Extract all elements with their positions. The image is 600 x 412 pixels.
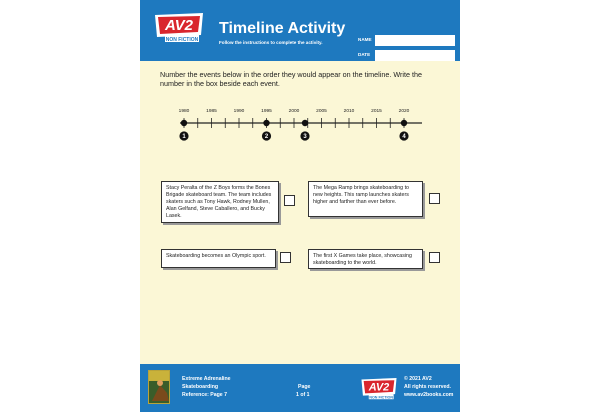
event-text-3: Skateboarding becomes an Olympic sport. (166, 253, 266, 259)
answer-box-3[interactable] (280, 252, 291, 263)
header-banner (140, 0, 460, 61)
answer-box-1[interactable] (284, 195, 295, 206)
book-cover-thumbnail (148, 370, 170, 404)
page-count: 1 of 1 (296, 392, 310, 398)
timeline-year-label: 2015 (371, 109, 382, 114)
worksheet-page (140, 0, 460, 412)
event-text-4: The first X Games take place, showcasing skateboarding to the world. (313, 253, 412, 266)
timeline-number-label: 2 (264, 134, 269, 141)
av2-logo (153, 11, 205, 45)
footer-logo-text: AV2 (368, 381, 390, 394)
timeline-number-label: 3 (303, 134, 307, 141)
name-label: NAME (358, 37, 372, 42)
book-reference: Reference: Page 7 (182, 392, 227, 398)
rights-text: All rights reserved. (404, 384, 451, 390)
book-title: Skateboarding (182, 384, 219, 390)
timeline-year-label: 1980 (178, 109, 190, 114)
timeline-dot (401, 120, 407, 126)
footer-logo-tagline: NON FICTION (369, 395, 394, 400)
event-card-1 (161, 181, 279, 223)
event-card-2 (308, 181, 423, 217)
timeline-year-label: 1990 (233, 109, 245, 114)
logo-tagline: NON FICTION (165, 37, 199, 43)
timeline-number-label: 4 (402, 134, 406, 141)
timeline-year-label: 2010 (343, 109, 355, 114)
website-link[interactable]: www.av2books.com (404, 392, 454, 398)
timeline-number-label: 1 (182, 134, 186, 141)
timeline-dot (181, 120, 187, 126)
date-field[interactable] (375, 50, 455, 61)
book-series: Extreme Adrenaline (182, 376, 231, 382)
answer-box-4[interactable] (429, 252, 440, 263)
timeline-year-label: 1985 (206, 109, 217, 114)
name-field[interactable] (375, 35, 455, 46)
answer-box-2[interactable] (429, 193, 440, 204)
logo-text: AV2 (164, 17, 194, 34)
timeline-year-label: 1995 (261, 109, 272, 114)
event-card-3 (161, 249, 276, 268)
instructions-text: Number the events below in the order they would appear on the timeline. Write the number in the box beside each event. (160, 70, 422, 88)
page-label: Page (298, 384, 311, 390)
date-label: DATE (358, 52, 371, 57)
timeline-year-label: 2000 (288, 109, 300, 114)
timeline (140, 105, 460, 150)
event-text-2: The Mega Ramp brings skateboarding to new heights. This ramp launches skaters higher and farther than ever before. (313, 185, 409, 205)
timeline-year-label: 2005 (316, 109, 327, 114)
event-text-1: Stacy Peralta of the Z Boys forms the Bones Brigade skateboard team. The team includes skaters such as Tony Hawk, Rodney Mullen, Alan Gelfand, Steve Caballero, and Bucky Lasek. (166, 185, 272, 219)
event-card-4 (308, 249, 423, 269)
timeline-dot (302, 120, 308, 126)
timeline-dot (263, 120, 269, 126)
page-subtitle: Follow the instructions to complete the activity. (219, 40, 323, 45)
footer-banner (140, 364, 460, 412)
footer-av2-logo (360, 376, 398, 402)
timeline-year-label: 2020 (398, 109, 410, 114)
copyright-text: © 2021 AV2 (404, 376, 432, 382)
page-title: Timeline Activity (219, 20, 346, 37)
